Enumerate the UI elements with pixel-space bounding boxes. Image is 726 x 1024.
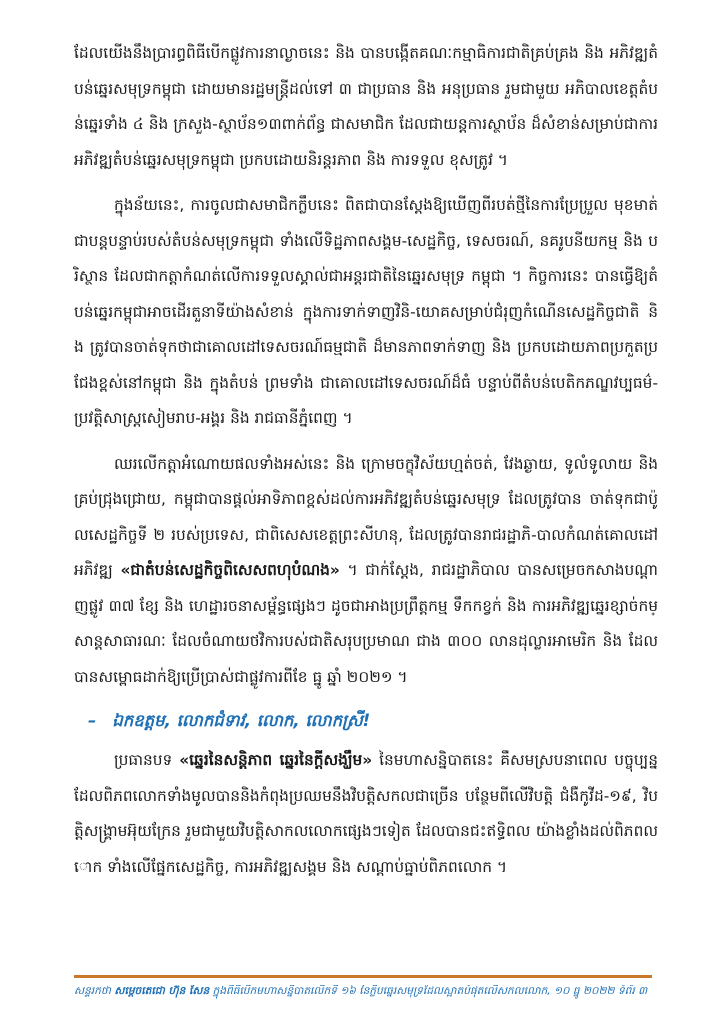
heading-text: ឯកឧត្តម, លោកជំទាវ, លោក, លោកស្រី! xyxy=(112,711,371,730)
heading-dash: – xyxy=(88,711,97,730)
footer-prefix: សន្ទរកថា xyxy=(74,985,111,997)
paragraph-4-rest: នៃមហាសន្និបាតនេះ គឺសមស្របនាពេល បច្ចុប្បន្ន ដែលពិភពលោកទាំងមូលបាននិងកំពុងប្រឈមនឹងវិបត្តិសកលជាច្រើន បន្ថែមពីលើវិបត្តិ ជំងឺកូវីដ-១៩, វិបត្តិសង្គ្រាមអ៊ុយក្រែន រួមជាមួយវិបត្តិសាកលលោកផ្សេងៗទៀត ដែលបានជះឥទ្ធិពល យ៉ាងខ្លាំងដល់ពិភពលោក ទាំងលើផ្នែកសេដ្ឋកិច្ច, ការអភិវឌ្ឍសង្គម និង សណ្តាប់ធ្នាប់ពិភពលោក ។ xyxy=(74,751,658,876)
paragraph-3-bold-phrase: «ជាតំបន់សេដ្ឋកិច្ចពិសេសពហុបំណង» xyxy=(120,561,340,579)
page-footer xyxy=(74,985,658,1000)
paragraph-3 xyxy=(74,447,658,696)
footer-author: សម្តេចតេជោ ហ៊ុន សែន xyxy=(114,985,210,997)
section-heading xyxy=(74,705,658,737)
paragraph-1: ដែលយើងនឹងប្រារព្ធពិធីបើកផ្លូវការនាល្ងាចនេះ និង បានបង្កើតគណៈកម្មាធិការជាតិគ្រប់គ្រង និង អភិវឌ្ឍតំបន់ឆ្នេរសមុទ្រកម្ពុជា ដោយមានរដ្ឋមន្ត្រីដល់ទៅ ៣ ជាប្រធាន និង អនុប្រធាន រួមជាមួយ អភិបាលខេត្តតំបន់ឆ្នេរទាំង ៤ និង ក្រសួង-ស្ថាប័ន១៣ពាក់ព័ន្ធ ជាសមាជិក ដែលជាយន្តការស្ថាប័ន ដ៏សំខាន់សម្រាប់ជាការអភិវឌ្ឍតំបន់ឆ្នេរសមុទ្រកម្ពុជា ប្រកបដោយនិរន្តរភាព និង ការទទួល ខុសត្រូវ ។ xyxy=(74,44,658,169)
footer-divider xyxy=(74,975,652,978)
paragraph-3-end: ។ ជាក់ស្តែង, រាជរដ្ឋាភិបាល បានសម្រេចកសាងបណ្តាញផ្លូវ ៣៧ ខ្សែ និង ហេដ្ឋារចនាសម្ព័ន្ធផ្សេងៗ ដូចជាអាងប្រព្រឹត្តកម្ម ទឹកកខ្វក់ និង ការអភិវឌ្ឍឆ្នេរខ្សាច់កម្សាន្តសាធារណៈ ដែលចំណាយថវិការបស់ជាតិសរុបប្រមាណ ជាង ៣០០ លានដុល្លារអាមេរិក និង ដែលបានសម្ពោធដាក់ឱ្យប្រើប្រាស់ជាផ្លូវការពីខែ ធ្នូ ឆ្នាំ ២០២១ ។ xyxy=(74,561,658,686)
paragraph-3-start: ឈរលើកត្តាអំណោយផលទាំងអស់នេះ និង ក្រោមចក្ខុវិស័យហ្មត់ចត់, វែងឆ្ងាយ, ទូលំទូលាយ និង គ្រប់ជ្រុងជ្រោយ, កម្ពុជាបានផ្តល់អាទិភាពខ្ពស់ដល់ការអភិវឌ្ឍតំបន់ឆ្នេរសមុទ្រ ដែលត្រូវបាន ចាត់ទុកជាប៉ូលសេដ្ឋកិច្ចទី ២ របស់ប្រទេស, ជាពិសេសខេត្តព្រះសីហនុ, ដែលត្រូវបានរាជរដ្ឋាភិ-បាលកំណត់គោលដៅអភិវឌ្ឍ xyxy=(74,454,658,579)
footer-page-number: ទំព័រ ៣ xyxy=(617,985,648,997)
footer-text: ក្នុងពិធីបើកមហាសន្និបាតលើកទី ១៦ នៃក្លឹបឆ្នេរសមុទ្រដែលស្អាតបំផុតលើសកលលោក, ១០ ធ្នូ ២០២២ xyxy=(212,985,615,997)
paragraph-4 xyxy=(74,743,658,885)
page-content xyxy=(74,36,658,895)
paragraph-4-start: ប្រធានបទ xyxy=(114,751,173,769)
paragraph-2: ក្នុងន័យនេះ, ការចូលជាសមាជិកក្លឹបនេះ ពិតជាបានស្តែងឱ្យឃើញពីរបត់ថ្មីនៃការប្រែប្រួល មុខមាត់ជាបន្តបន្ទាប់របស់តំបន់សមុទ្រកម្ពុជា ទាំងលើទិដ្ឋភាពសង្គម-សេដ្ឋកិច្ច, ទេសចរណ៍, នគរូបនីយកម្ម និង បរិស្ថាន ដែលជាកត្តាកំណត់លើការទទួលស្គាល់ជាអន្តរជាតិនៃឆ្នេរសមុទ្រ កម្ពុជា ។ កិច្ចការនេះ បានធ្វើឱ្យតំបន់ឆ្នេរកម្ពុជាអាចដើរតួនាទីយ៉ាងសំខាន់ ក្នុងការទាក់ទាញវិនិ-យោគសម្រាប់ជំរុញកំណើនសេដ្ឋកិច្ចជាតិ និង ត្រូវបានចាត់ទុកថាជាគោលដៅទេសចរណ៍ធម្មជាតិ ដ៏មានភាពទាក់ទាញ និង ប្រកបដោយភាពប្រកួតប្រជែងខ្ពស់នៅកម្ពុជា និង ក្នុងតំបន់ ព្រមទាំង ជាគោលដៅទេសចរណ៍ដ៏ធំ បន្ទាប់ពីតំបន់បេតិកភណ្ឌវប្បធម៌-ប្រវត្តិសាស្ត្រសៀមរាប-អង្គរ និង រាជធានីភ្នំពេញ ។ xyxy=(74,196,658,427)
paragraph-4-bold-theme: «ឆ្នេរនៃសន្តិភាព ឆ្នេរនៃក្តីសង្ឃឹម» xyxy=(179,751,373,769)
